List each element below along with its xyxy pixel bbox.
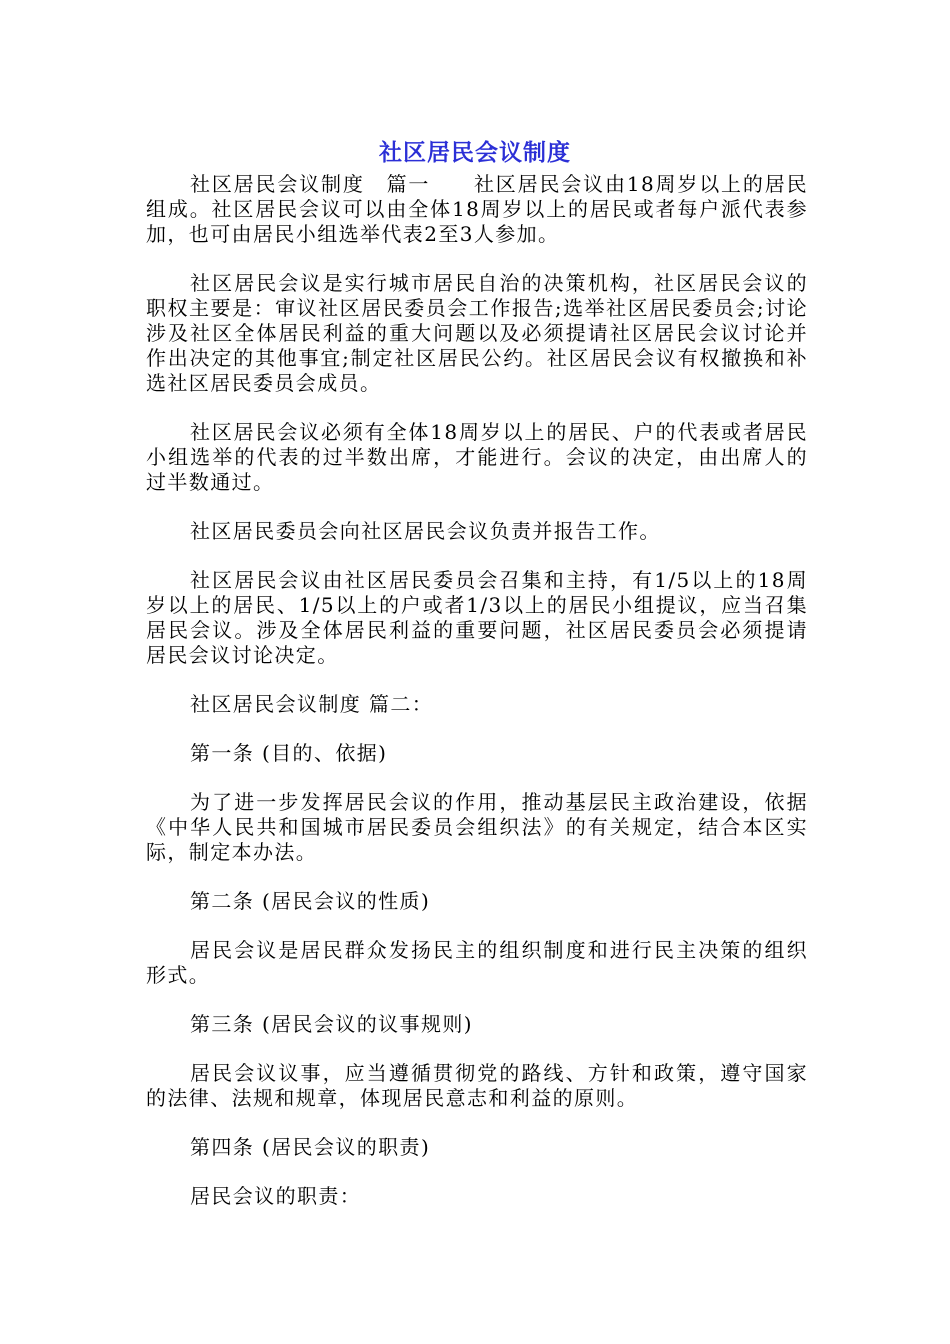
document-body xyxy=(146,172,808,1233)
article-heading: 第二条 (居民会议的性质) xyxy=(190,889,431,913)
paragraph: 居民会议议事，应当遵循贯彻党的路线、方针和政策，遵守国家的法律、法规和规章，体现居民意志和利益的原则。 xyxy=(146,1061,808,1110)
article-heading: 第一条 (目的、依据) xyxy=(190,741,388,765)
document-title: 社区居民会议制度 xyxy=(379,140,571,166)
paragraph: 居民会议是居民群众发扬民主的组织制度和进行民主决策的组织形式。 xyxy=(146,938,808,987)
paragraph: 社区居民会议是实行城市居民自治的决策机构，社区居民会议的职权主要是：审议社区居民委员会工作报告;选举社区居民委员会;讨论涉及社区全体居民利益的重大问题以及必须提请社区居民会议讨论并作出决定的其他事宜;制定社区居民公约。社区居民会议有权撤换和补选社区居民委员会成员。 xyxy=(146,271,808,395)
paragraph: 为了进一步发挥居民会议的作用，推动基层民主政治建设，依据《中华人民共和国城市居民委员会组织法》的有关规定，结合本区实际，制定本办法。 xyxy=(146,790,808,864)
paragraph: 社区居民委员会向社区居民会议负责并报告工作。 xyxy=(190,519,661,543)
article-heading: 第三条 (居民会议的议事规则) xyxy=(190,1012,473,1036)
section-heading: 社区居民会议制度 篇二： xyxy=(190,692,434,716)
article-heading: 第四条 (居民会议的职责) xyxy=(190,1135,431,1159)
paragraph: 社区居民会议必须有全体18周岁以上的居民、户的代表或者居民小组选举的代表的过半数出席，才能进行。会议的决定，由出席人的过半数通过。 xyxy=(146,420,808,494)
paragraph: 社区居民会议由社区居民委员会召集和主持，有1/5以上的18周岁以上的居民、1/5以上的户或者1/3以上的居民小组提议，应当召集居民会议。涉及全体居民利益的重要问题，社区居民委员会必须提请居民会议讨论决定。 xyxy=(146,568,808,667)
paragraph: 社区居民会议制度 篇一 社区居民会议由18周岁以上的居民组成。社区居民会议可以由全体18周岁以上的居民或者每户派代表参加，也可由居民小组选举代表2至3人参加。 xyxy=(146,172,808,246)
paragraph: 居民会议的职责： xyxy=(190,1184,362,1208)
